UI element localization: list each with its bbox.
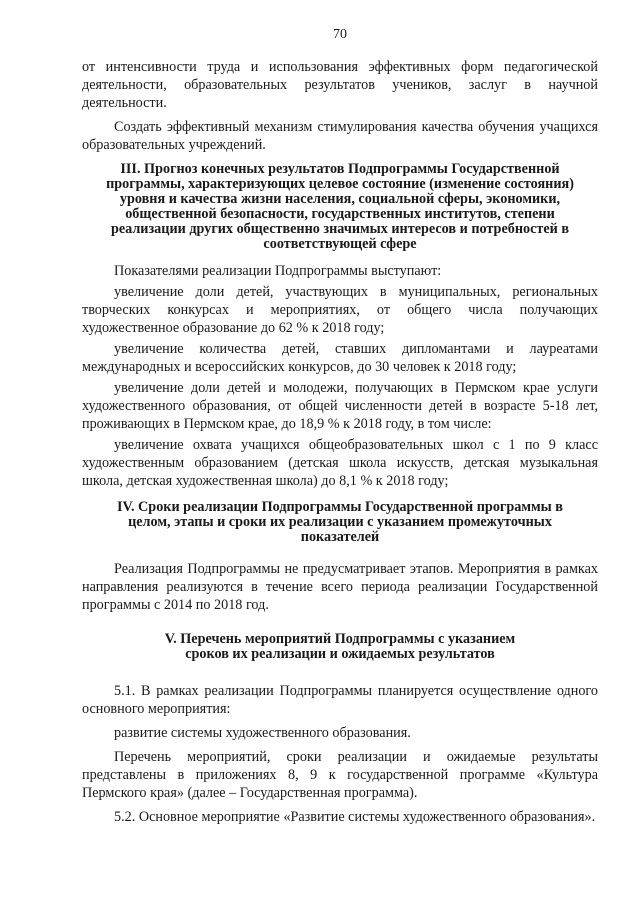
page-number: 70 [333,27,347,42]
intro-section [82,58,598,154]
section-5-body [82,682,598,826]
indicators-lead: Показателями реализации Подпрограммы выступают: [114,263,442,279]
section-5-heading: V. Перечень мероприятий Подпрограммы с указанием сроков их реализации и ожидаемых результатов [164,631,516,662]
section-4-heading: IV. Сроки реализации Подпрограммы Государственной программы в целом, этапы и сроки их реализации с указанием промежуточных показателей [117,499,563,545]
section-5-paragraph: Перечень мероприятий, сроки реализации и ожидаемые результаты представлены в приложениях 8, 9 к государственной программе «Культура Пермского края» (далее – Государственная программа). [82,749,598,801]
section-4-paragraph: Реализация Подпрограммы не предусматривает этапов. Мероприятия в рамках направления реализуются в течение всего периода реализации Государственной программы с 2014 по 2018 год. [82,561,598,613]
section-3-heading: III. Прогноз конечных результатов Подпрограммы Государственной программы, характеризующих целевое состояние (изменение состояния) уровня и качества жизни населения, социальной сферы, экономики, общественной безопасности, государственных институтов, степени реализации других общественно значимых интересов и потребностей в соответствующей сфере [106,161,574,252]
intro-paragraph-continued: от интенсивности труда и использования эффективных форм педагогической деятельности, образовательных результатов учеников, заслуг в научной деятельности. [82,59,598,111]
section-5-paragraph: развитие системы художественного образования. [114,725,411,741]
indicator-item: увеличение количества детей, ставших дипломантами и лауреатами международных и всероссийских конкурсов, до 30 человек к 2018 году; [82,341,598,375]
indicator-item: увеличение доли детей и молодежи, получающих в Пермском крае услуги художественного образования, от общей численности детей в возрасте 5-18 лет, проживающих в Пермском крае, до 18,9 % к 2018 году, в том числе: [82,380,598,432]
intro-paragraph: Создать эффективный механизм стимулирования качества обучения учащихся образовательных учреждений. [82,119,598,153]
section-3 [82,162,598,252]
section-3-body [82,262,598,490]
section-5-paragraph: 5.1. В рамках реализации Подпрограммы планируется осуществление одного основного мероприятия: [82,683,598,717]
section-4-body [82,560,598,614]
indicator-item: увеличение охвата учащихся общеобразовательных школ с 1 по 9 класс художественным образованием (детская школа искусств, детская музыкальная школа, детская художественная школа) до 8,1 % к 2018 году; [82,437,598,489]
section-5-paragraph: 5.2. Основное мероприятие «Развитие системы художественного образования». [114,809,596,825]
indicator-item: увеличение доли детей, участвующих в муниципальных, региональных творческих конкурсах и мероприятиях, от общего числа получающих художественное образование до 62 % к 2018 году; [82,284,598,336]
section-4 [82,500,598,545]
section-5 [82,632,598,662]
